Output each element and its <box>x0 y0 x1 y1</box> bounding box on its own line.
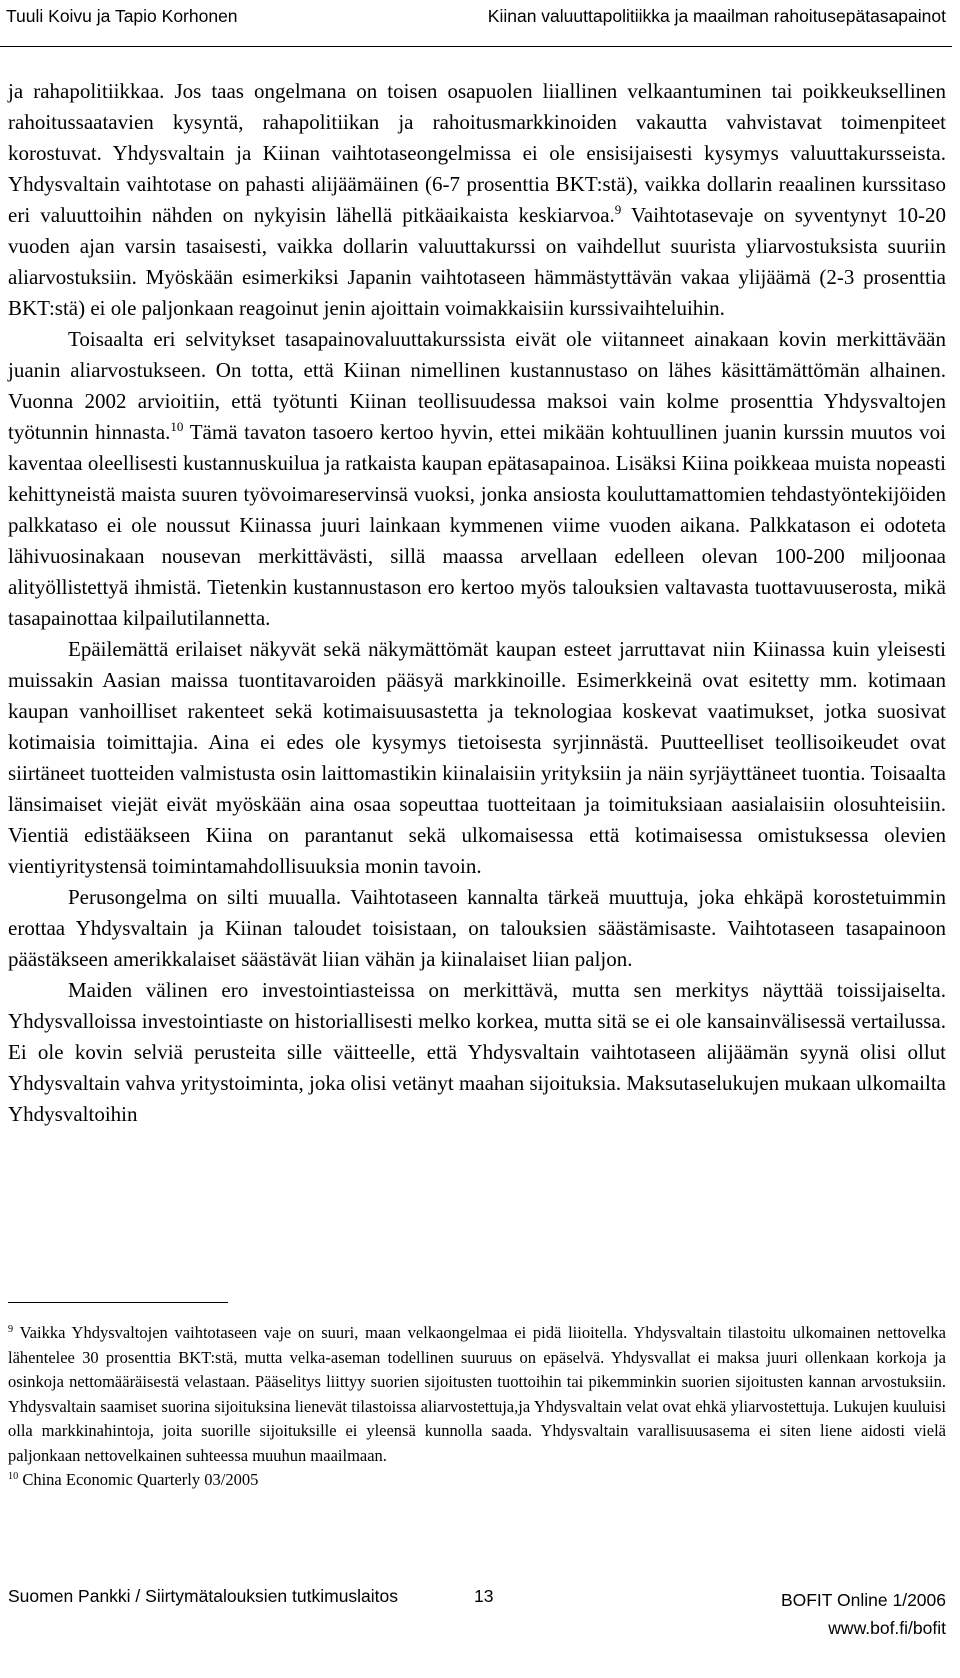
footnotes <box>8 1321 946 1493</box>
footnote-9 <box>8 1321 946 1468</box>
header-title: Kiinan valuuttapolitiikka ja maailman rahoitusepätasapainot <box>487 6 946 26</box>
page-number: 13 <box>474 1586 494 1606</box>
footer-series: BOFIT Online 1/2006 <box>780 1590 946 1610</box>
footer-url: www.bof.fi/bofit <box>828 1618 946 1638</box>
running-header <box>0 6 952 47</box>
footnote-10 <box>8 1468 946 1493</box>
footnote-number: 10 <box>8 1470 19 1482</box>
paragraph-5: Maiden välinen ero investointiasteissa on merkittävä, mutta sen merkitys näyttää toissijaiselta. Yhdysvalloissa investointiaste on historiallisesti melko korkea, mutta sitä se ei ole kansainvälisessä vertailussa. Ei ole kovin selviä perusteita sille väitteelle, että Yhdysvaltain vaihtotaseen alijäämän syynä olisi ollut Yhdysvaltain vahva yritystoiminta, joka olisi vetänyt maahan sijoituksia. Maksutaselukujen mukaan ulkomailta Yhdysvaltoihin <box>8 978 946 1126</box>
page-footer <box>0 1586 960 1666</box>
paragraph-4: Perusongelma on silti muualla. Vaihtotaseen kannalta tärkeä muuttuja, joka ehkäpä korostetuimmin erottaa Yhdysvaltain ja Kiinan taloudet toisistaan, on talouksien säästämisaste. Vaihtotaseen tasapainoon päästäkseen amerikkalaiset säästävät liian vähän ja kiinalaiset liian paljon. <box>8 885 946 971</box>
paragraph-1-text: ja rahapolitiikkaa. Jos taas ongelmana on toisen osapuolen liiallinen velkaantuminen tai poikkeuksellinen rahoitussaatavien kysyntä, rahapolitiikan ja rahoitusmarkkinoiden vakautta vahvistavat toimenpiteet korostuvat. Yhdysvaltain ja Kiinan vaihtotaseongelmissa ei ole ensisijaisesti kysymys valuuttakursseista. Yhdysvaltain vaihtotase on pahasti alijäämäinen (6-7 prosenttia BKT:stä), vaikka dollarin reaalinen kurssitaso eri valuuttoihin nähden on nykyisin lähellä pitkäaikaista keskiarvoa. <box>8 79 946 227</box>
footnote-separator <box>8 1302 228 1303</box>
paragraph-2-text: Toisaalta eri selvitykset tasapainovaluuttakurssista eivät ole viitanneet ainakaan kovin merkittävään juanin aliarvostukseen. On totta, että Kiinan nimellinen kustannustaso on lähes käsittämättömän alhainen. Vuonna 2002 arvioitiin, että työtunti Kiinan teollisuudessa maksoi vain kolme prosenttia Yhdysvaltojen työtunnin hinnasta. <box>8 327 946 444</box>
footnote-text: China Economic Quarterly 03/2005 <box>18 1470 259 1489</box>
paragraph-3: Epäilemättä erilaiset näkyvät sekä näkymättömät kaupan esteet jarruttavat niin Kiinassa kuin yleisesti muissakin Aasian maissa tuontitavaroiden pääsyä markkinoille. Esimerkkeinä ovat esitetty mm. kotimaan kaupan vanhoilliset rakenteet sekä kotimaisuusastetta ja teknologiaa koskevat vaatimukset, jotka suosivat kotimaisia toimittajia. Aina ei edes ole kysymys tietoisesta syrjinnästä. Puutteelliset teollisoikeudet ovat siirtäneet tuotteiden valmistusta osin laittomastikin kiinalaisiin yrityksiin ja näin syrjäyttäneet tuontia. Toisaalta länsimaiset viejät eivät myöskään aina osaa sopeuttaa tuotteitaan ja toimituksiaan aasialaisiin olosuhteisiin. Vientiä edistääkseen Kiina on parantanut sekä ulkomaisessa että kotimaisessa omistuksessa olevien vientiyritystensä toimintamahdollisuuksia monin tavoin. <box>8 637 946 878</box>
footnote-text: Vaikka Yhdysvaltojen vaihtotaseen vaje on suuri, maan velkaongelmaa ei pidä liioitella. Yhdysvaltain tilastoitu ulkomainen nettovelka lähentelee 30 prosenttia BKT:stä, mutta velka-aseman todellinen suuruus on epäselvä. Yhdysvallat ei maksa juuri ollenkaan korkoja ja osinkoja nettomääräisestä velastaan. Pääselitys liittyy suorien sijoitusten tuottoihin tai pikemminkin suorien sijoitusten kannan arvostuksiin. Yhdysvaltain saamiset suorina sijoituksina lienevät tilastoissa aliarvostettuja,ja Yhdysvaltain velat ovat ehkä yliarvostettuja. Lukujen kuuluisi olla markkinahintoja, joita suorille sijoituksille ei yleensä kunnolla saada. Yhdysvaltain varallisuusasema ei siten liene aidosti vielä paljonkaan nettovelkainen suhteessa muuhun maailmaan. <box>8 1323 946 1465</box>
footnote-ref-9: 9 <box>614 202 622 218</box>
footer-institution: Suomen Pankki / Siirtymätalouksien tutkimuslaitos <box>8 1586 399 1606</box>
paragraph-2-text-cont: Tämä tavaton tasoero kertoo hyvin, ettei mikään kohtuullinen juanin kurssin muutos voi kaventaa oleellisesti kustannuskuilua ja ratkaista kaupan epätasapainoa. Lisäksi Kiina poikkeaa muista nopeasti kehittyneistä maista suuren työvoimareservinsä vuoksi, jonka ansiosta kouluttamattomien tehdastyöntekijöiden palkkataso ei ole noussut Kiinassa juuri lainkaan kymmenen viime vuoden aikana. Palkkatason ei odoteta lähivuosinakaan nousevan merkittävästi, sillä maassa arvellaan edelleen olevan 100-200 miljoonaa alityöllistettyä ihmistä. Tietenkin kustannustason ero kertoo myös talouksien valtavasta tuottavuuserosta, mikä tasapainottaa kilpailutilannetta. <box>8 420 946 630</box>
body-text <box>8 76 946 1130</box>
footnote-ref-10: 10 <box>170 419 184 435</box>
header-authors: Tuuli Koivu ja Tapio Korhonen <box>6 6 238 26</box>
paragraph-2 <box>8 324 946 634</box>
paragraph-1 <box>8 76 946 324</box>
footnote-number: 9 <box>8 1323 14 1335</box>
paragraph-1-text-cont: Vaihtotasevaje on syventynyt 10-20 vuoden ajan varsin tasaisesti, vaikka dollarin valuuttakurssi on vaihdellut suurista yliarvostuksista suuriin aliarvostuksiin. Myöskään esimerkiksi Japanin vaihtotaseen hämmästyttävän vakaa ylijäämä (2-3 prosenttia BKT:stä) ei ole paljonkaan reagoinut jenin ajoittain voimakkaisiin kurssivaihteluihin. <box>8 203 947 320</box>
footer-publication <box>781 1586 946 1642</box>
